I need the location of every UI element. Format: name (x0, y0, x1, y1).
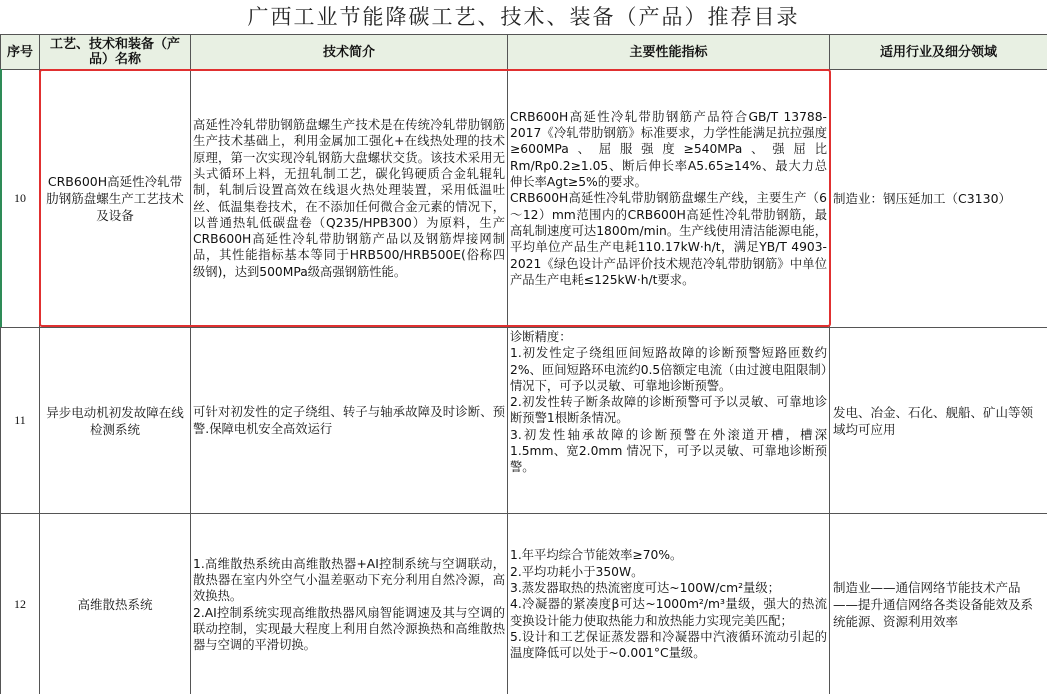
table-row (1, 514, 1047, 694)
header-no: 序号 (1, 35, 40, 70)
row-perf[interactable]: 1.年平均综合节能效率≥70%。 2.平均功耗小于350W。 3.蒸发器取热的热流密度可达~100W/cm²量级； 4.冷凝器的紧凑度β可达~1000m²/m³量级，强大的热流变换设计能力使取热能力和放热能力实现完美匹配； 5.设计和工艺保证蒸发器和冷凝器中汽液循环流动引起的温度降低可以处于~0.001°C量级。 (508, 514, 830, 694)
row-industry[interactable]: 制造业：钢压延加工（C3130） (830, 70, 1047, 328)
row-name[interactable]: 异步电动机初发故障在线检测系统 (40, 328, 191, 514)
recommendation-table (0, 34, 1047, 694)
header-name: 工艺、技术和装备（产品）名称 (40, 35, 191, 70)
row-intro[interactable]: 高延性冷轧带肋钢筋盘螺生产技术是在传统冷轧带肋钢筋生产技术基础上，利用金属加工强化+在线热处理的技术原理，第一次实现冷轧钢筋大盘螺状交货。该技术采用无头式循环上料，无扭轧制工艺，碳化钨硬质合金轧辊轧制，轧制后设置高效在线退火热处理装置，采用低温吐丝、低温集卷技术，在不添加任何微合金元素的情况下，以普通热轧低碳盘卷（Q235/HPB300）为原料，生产CRB600H高延性冷轧带肋钢筋产品以及钢筋焊接网制品，其性能指标基本等同于HRB500/HRB500E(俗称四级钢)，达到500MPa级高强钢筋性能。 (191, 70, 508, 328)
row-industry[interactable]: 制造业——通信网络节能技术产品——提升通信网络各类设备能效及系统能源、资源利用效率 (830, 514, 1047, 694)
row-perf[interactable]: CRB600H高延性冷轧带肋钢筋产品符合GB/T 13788-2017《冷轧带肋钢筋》标准要求，力学性能满足抗拉强度≥600MPa、屈服强度≥540MPa、强屈比Rm/Rp0.2≥1.05、断后伸长率A5.65≥14%、最大力总伸长率Agt≥5%的要求。 CRB600H高延性冷轧带肋钢筋盘螺生产线，主要生产（6～12）mm范围内的CRB600H高延性冷轧带肋钢筋，最高轧制速度可达1800m/min。生产线使用清洁能源电能，平均单位产品生产电耗110.17kW·h/t，满足YB/T 4903-2021《绿色设计产品评价技术规范冷轧带肋钢筋》中单位产品生产电耗≤125kW·h/t要求。 (508, 70, 830, 328)
table-header-row (1, 35, 1047, 70)
table-row (1, 70, 1047, 328)
row-perf[interactable]: 诊断精度： 1.初发性定子绕组匝间短路故障的诊断预警短路匝数约2%、匝间短路环电流约0.5倍额定电流（由过渡电阻限制）情况下，可予以灵敏、可靠地诊断预警。 2.初发性转子断条故障的诊断预警可予以灵敏、可靠地诊断预警1根断条情况。 3.初发性轴承故障的诊断预警在外滚道开槽，槽深1.5mm、宽2.0mm 情况下，可予以灵敏、可靠地诊断预警。 (508, 328, 830, 514)
row-industry[interactable]: 发电、冶金、石化、舰船、矿山等领域均可应用 (830, 328, 1047, 514)
row-intro[interactable]: 1.高维散热系统由高维散热器+AI控制系统与空调联动，散热器在室内外空气小温差驱动下充分利用自然冷源，高效换热。 2.AI控制系统实现高维散热器风扇智能调速及其与空调的联动控制，实现最大程度上利用自然冷源换热和高维散热器与空调的平滑切换。 (191, 514, 508, 694)
row-number[interactable]: 10 (1, 70, 40, 328)
page-title: 广西工业节能降碳工艺、技术、装备（产品）推荐目录 (247, 5, 800, 29)
row-selection-marker (0, 69, 2, 327)
header-perf: 主要性能指标 (508, 35, 830, 70)
header-industry: 适用行业及细分领域 (830, 35, 1047, 70)
row-number[interactable]: 12 (1, 514, 40, 694)
row-intro[interactable]: 可针对初发性的定子绕组、转子与轴承故障及时诊断、预警.保障电机安全高效运行 (191, 328, 508, 514)
row-number[interactable]: 11 (1, 328, 40, 514)
table-row (1, 328, 1047, 514)
row-name[interactable]: CRB600H高延性冷轧带肋钢筋盘螺生产工艺技术及设备 (40, 70, 191, 328)
header-intro: 技术简介 (191, 35, 508, 70)
row-name[interactable]: 高维散热系统 (40, 514, 191, 694)
